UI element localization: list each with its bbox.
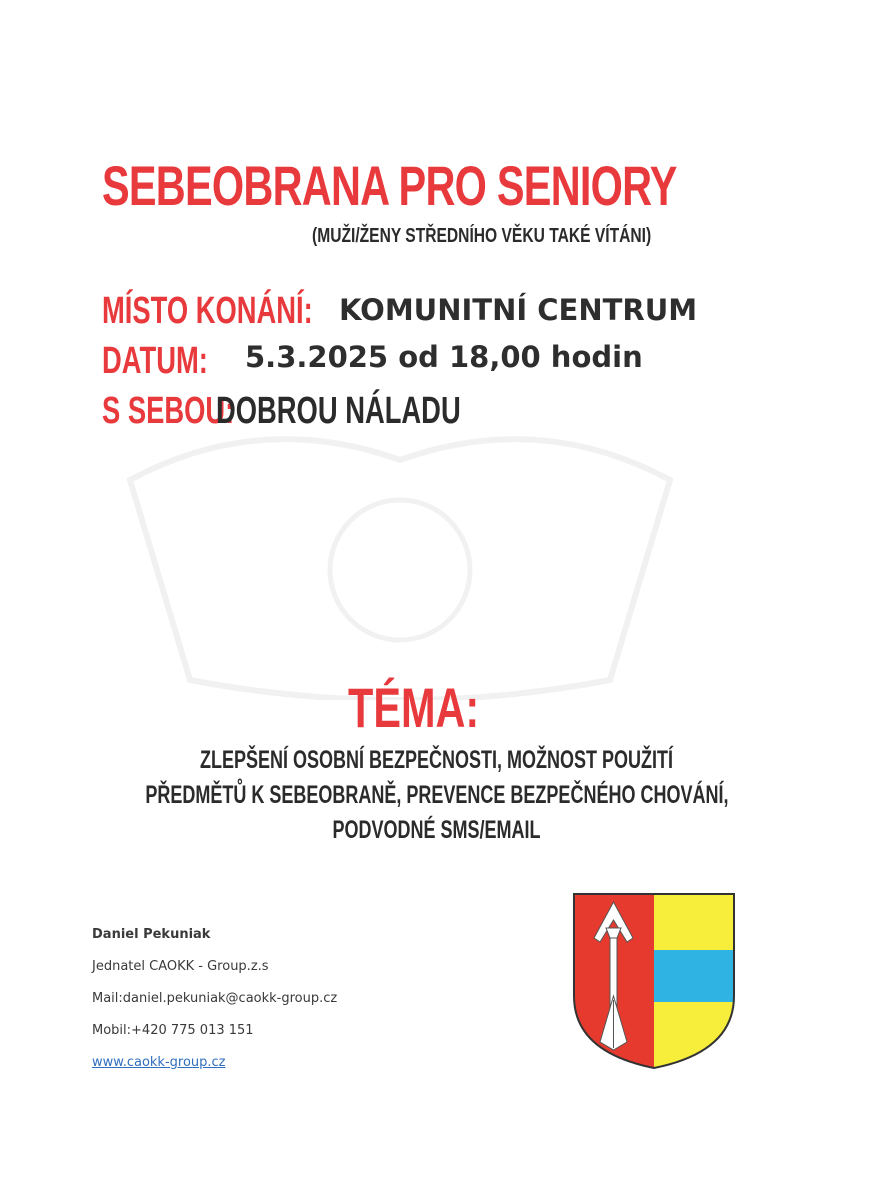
- watermark-graphic: [110, 420, 690, 700]
- topic-line: PODVODNÉ SMS/EMAIL: [332, 816, 541, 844]
- contact-role: Jednatel CAOKK - Group.z.s: [92, 959, 269, 974]
- topic-heading: TÉMA:: [347, 676, 480, 739]
- topic-line: PŘEDMĚTŮ K SEBEOBRANĚ, PREVENCE BEZPEČNÉHO CHOVÁNÍ,: [144, 781, 729, 809]
- topic-line-wrap: [0, 748, 873, 773]
- bring-value: DOBROU NÁLADU: [216, 390, 461, 432]
- contact-phone: Mobil:+420 775 013 151: [92, 1023, 254, 1038]
- date-label: DATUM:: [102, 340, 208, 382]
- poster-subtitle: (MUŽI/ŽENY STŘEDNÍHO VĚKU TAKÉ VÍTÁNI): [312, 225, 652, 247]
- coat-of-arms-icon: [572, 892, 736, 1070]
- topic-line-wrap: [0, 818, 873, 843]
- contact-website-link[interactable]: www.caokk-group.cz: [92, 1055, 226, 1070]
- topic-line: ZLEPŠENÍ OSOBNÍ BEZPEČNOSTI, MOŽNOST POUŽITÍ: [199, 746, 674, 774]
- contact-mail: Mail:daniel.pekuniak@caokk-group.cz: [92, 991, 338, 1006]
- place-value: KOMUNITNÍ CENTRUM: [339, 293, 698, 327]
- bring-label: S SEBOU:: [102, 390, 235, 432]
- contact-block: [92, 926, 337, 1086]
- topic-heading-wrap: [0, 676, 873, 739]
- date-value: 5.3.2025 od 18,00 hodin: [245, 340, 643, 374]
- poster-title: SEBEOBRANA PRO SENIORY: [102, 154, 677, 217]
- topic-line-wrap: [0, 783, 873, 808]
- contact-name: Daniel Pekuniak: [92, 927, 211, 942]
- place-label: MÍSTO KONÁNÍ:: [102, 290, 313, 332]
